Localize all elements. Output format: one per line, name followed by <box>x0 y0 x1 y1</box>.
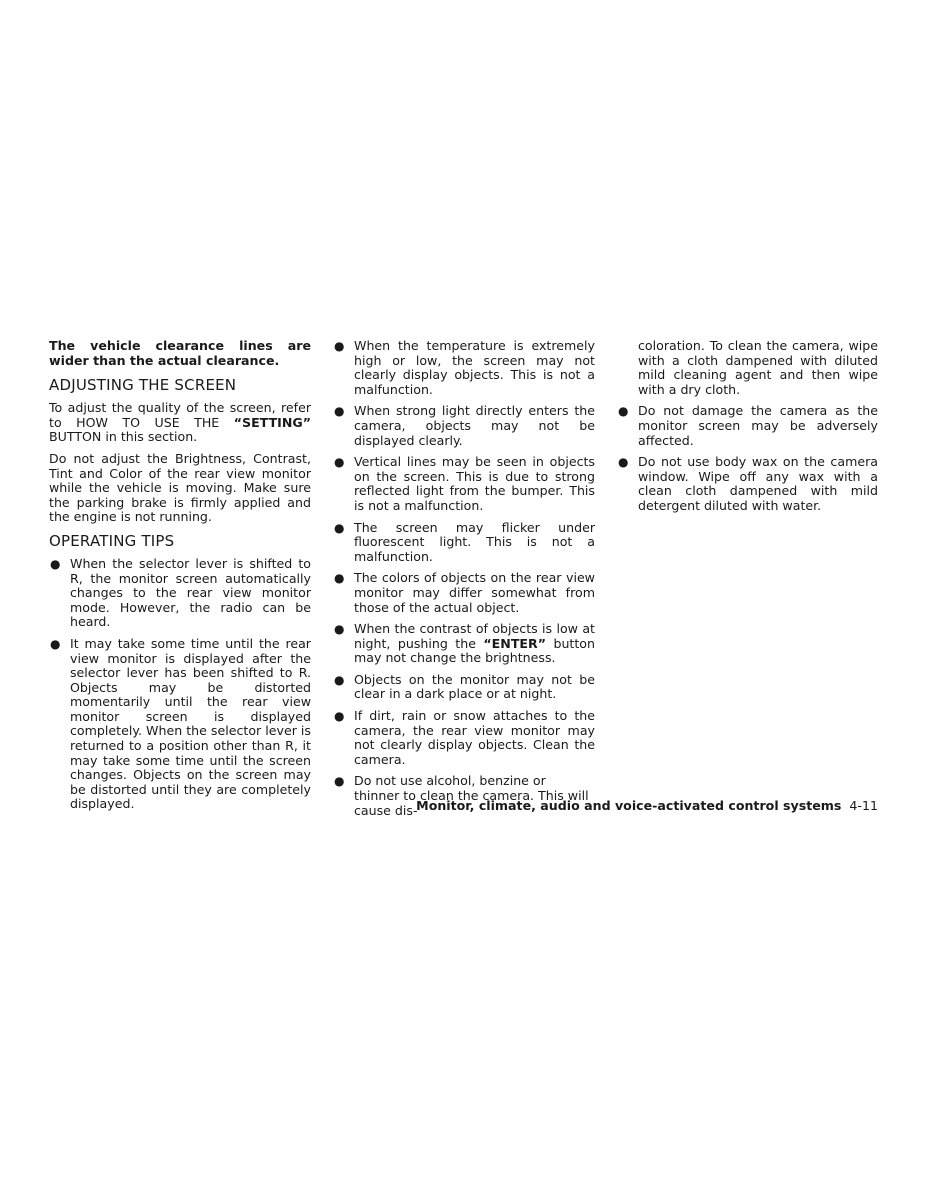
adjust-p1-text-b: BUTTON in this section. <box>49 429 198 445</box>
bullet-icon: ● <box>334 672 345 687</box>
bullet-icon: ● <box>50 556 61 571</box>
bullet-icon: ● <box>334 571 345 586</box>
adjust-paragraph-1 <box>49 401 311 445</box>
heading-operating-tips: OPERATING TIPS <box>49 531 175 550</box>
tip-text: The screen may flicker under fluorescent light. This is not a malfunction. <box>354 519 595 564</box>
tip-text: When the selector lever is shifted to R, the monitor screen automatically changes to the rear view monitor mode. However, the radio can be heard. <box>70 555 311 630</box>
tips-list-col3 <box>617 404 878 513</box>
list-item <box>617 404 878 448</box>
bullet-icon: ● <box>50 636 61 651</box>
heading-adjusting-screen: ADJUSTING THE SCREEN <box>49 376 237 395</box>
list-item <box>333 709 595 767</box>
bullet-icon: ● <box>334 709 345 724</box>
adjust-p1-text-a: To adjust the quality of the screen, refer to HOW TO USE THE <box>49 400 311 430</box>
continued-text: coloration. To clean the camera, wipe with a cloth dampened with diluted mild cleaning agent and then wipe with a dry cloth. <box>638 338 878 397</box>
tip-text: Do not damage the camera as the monitor screen may be adversely affected. <box>638 403 878 448</box>
tip-text: If dirt, rain or snow attaches to the camera, the rear view monitor may not clearly display objects. Clean the camera. <box>354 708 595 767</box>
list-item <box>333 521 595 565</box>
tip-text: The colors of objects on the rear view monitor may differ somewhat from those of the actual object. <box>354 570 595 615</box>
page-footer <box>416 798 878 814</box>
enter-tip-text-a: When the contrast of objects is low at night, pushing the <box>354 621 595 651</box>
tip-text: It may take some time until the rear view monitor is displayed after the selector lever has been shifted to R. Objects may be distorted momentarily until the rear view monitor screen is displayed completely. When the selector lever is returned to a position other than R, it may take some time until the screen changes. Objects on the screen may be distorted until they are completely displayed. <box>70 635 311 812</box>
tip-text: Vertical lines may be seen in objects on the screen. This is due to strong reflected light from the bumper. This is not a malfunction. <box>354 454 595 513</box>
enter-tip-text-b: button may not change the brightness. <box>354 635 595 666</box>
list-item <box>333 571 595 615</box>
bullet-icon: ● <box>618 404 629 419</box>
bullet-icon: ● <box>618 455 629 470</box>
footer-section-title: Monitor, climate, audio and voice-activated control systems <box>416 798 842 813</box>
column-3 <box>617 339 878 521</box>
adjust-paragraph-2: Do not adjust the Brightness, Contrast, Tint and Color of the rear view monitor while the vehicle is moving. Make sure the parking brake is firmly applied and the engine is not running. <box>49 450 311 525</box>
column-1 <box>49 339 311 819</box>
list-item <box>333 404 595 448</box>
column-2 <box>333 339 595 825</box>
page-number: 4-11 <box>849 798 878 813</box>
enter-button-label: “ENTER” <box>483 635 546 651</box>
tip-text: Do not use body wax on the camera window. Wipe off any wax with a clean cloth dampened with mild detergent diluted with water. <box>638 454 878 513</box>
list-item <box>49 557 311 630</box>
tip-text: Objects on the monitor may not be clear in a dark place or at night. <box>354 671 595 702</box>
bullet-icon: ● <box>334 774 345 789</box>
bullet-icon: ● <box>334 455 345 470</box>
clearance-note: The vehicle clearance lines are wider than the actual clearance. <box>49 338 311 368</box>
tip-text: Do not use alcohol, benzine or thinner to clean the camera. This will cause dis- <box>354 773 589 818</box>
bullet-icon: ● <box>334 622 345 637</box>
tips-list-col2 <box>333 339 595 818</box>
tip-text: When the temperature is extremely high or low, the screen may not clearly display objects. This is not a malfunction. <box>354 338 595 397</box>
list-item <box>333 673 595 702</box>
list-item <box>333 622 595 666</box>
list-item <box>617 455 878 513</box>
tips-list-col1 <box>49 557 311 812</box>
list-item <box>333 339 595 397</box>
setting-button-label: “SETTING” <box>233 414 311 430</box>
list-item <box>333 455 595 513</box>
tip-text: When strong light directly enters the camera, objects may not be displayed clearly. <box>354 403 595 448</box>
bullet-icon: ● <box>334 404 345 419</box>
bullet-icon: ● <box>334 520 345 535</box>
bullet-icon: ● <box>334 339 345 353</box>
list-item <box>49 637 311 812</box>
